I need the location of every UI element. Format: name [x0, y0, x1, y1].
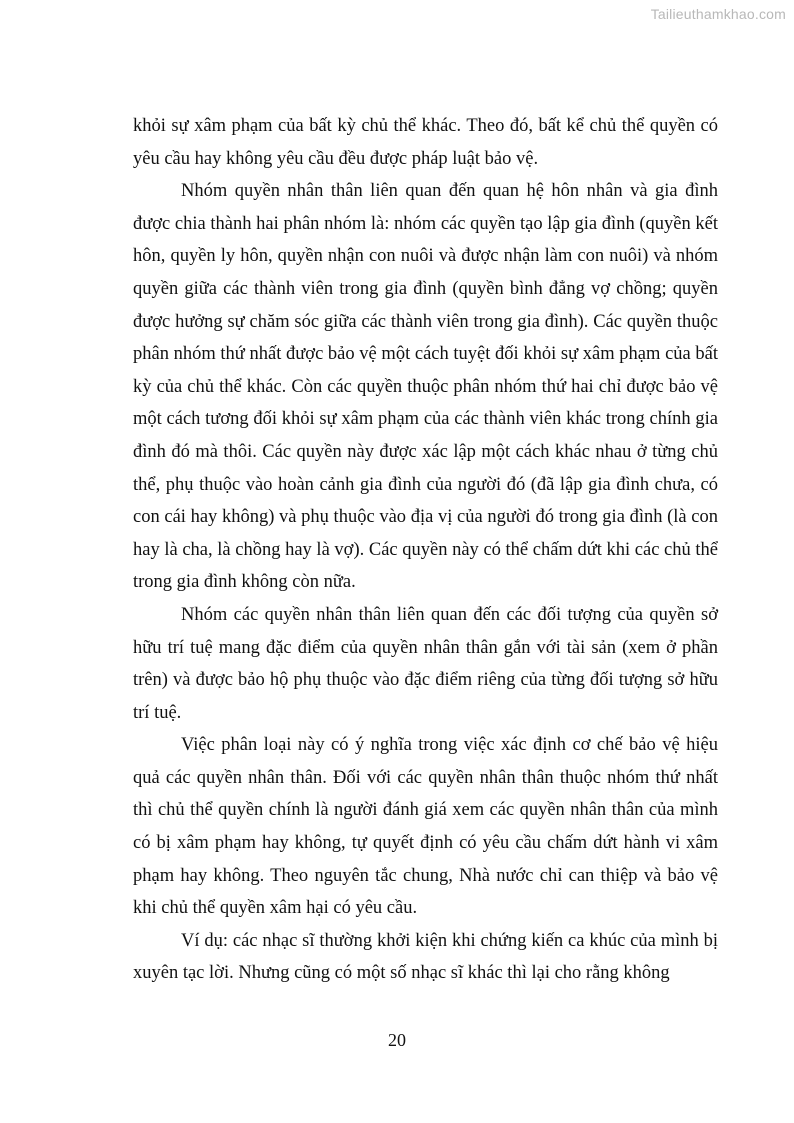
paragraph-continuation: khỏi sự xâm phạm của bất kỳ chủ thể khác. Theo đó, bất kể chủ thể quyền có yêu cầu hay không yêu cầu đều được pháp luật bảo vệ. — [133, 116, 718, 169]
document-body — [133, 110, 718, 990]
paragraph-classification-significance: Việc phân loại này có ý nghĩa trong việc xác định cơ chế bảo vệ hiệu quả các quyền nhân thân. Đối với các quyền nhân thân thuộc nhóm thứ nhất thì chủ thể quyền chính là người đánh giá xem các quyền nhân thân của mình có bị xâm phạm hay không, tự quyết định có yêu cầu chấm dứt hành vi xâm phạm hay không. Theo nguyên tắc chung, Nhà nước chỉ can thiệp và bảo vệ khi chủ thể quyền xâm hại có yêu cầu. — [133, 735, 718, 919]
paragraph-example: Ví dụ: các nhạc sĩ thường khởi kiện khi chứng kiến ca khúc của mình bị xuyên tạc lời. Nhưng cũng có một số nhạc sĩ khác thì lại cho rằng không — [133, 930, 718, 984]
watermark-text: Tailieuthamkhao.com — [650, 6, 786, 22]
paragraph-intellectual-property-rights: Nhóm các quyền nhân thân liên quan đến các đối tượng của quyền sở hữu trí tuệ mang đặc điểm của quyền nhân thân gắn với tài sản (xem ở phần trên) và được bảo hộ phụ thuộc vào đặc điểm riêng của từng đối tượng sở hữu trí tuệ. — [133, 604, 718, 723]
page-number: 20 — [388, 1030, 406, 1050]
paragraph-marriage-family-rights: Nhóm quyền nhân thân liên quan đến quan hệ hôn nhân và gia đình được chia thành hai phân nhóm là: nhóm các quyền tạo lập gia đình (quyền kết hôn, quyền ly hôn, quyền nhận con nuôi và được nhận làm con nuôi) và nhóm quyền giữa các thành viên trong gia đình (quyền bình đẳng vợ chồng; quyền được hưởng sự chăm sóc giữa các thành viên trong gia đình). Các quyền thuộc phân nhóm thứ nhất được bảo vệ một cách tuyệt đối khỏi sự xâm phạm của bất kỳ của chủ thể khác. Còn các quyền thuộc phân nhóm thứ hai chỉ được bảo vệ một cách tương đối khỏi sự xâm phạm của các thành viên khác trong chính gia đình đó mà thôi. Các quyền này được xác lập một cách khác nhau ở từng chủ thể, phụ thuộc vào hoàn cảnh gia đình của người đó (đã lập gia đình chưa, có con cái hay không) và phụ thuộc vào địa vị của người đó trong gia đình (là con hay là cha, là chồng hay là vợ). Các quyền này có thể chấm dứt khi các chủ thể trong gia đình không còn nữa. — [133, 181, 718, 593]
